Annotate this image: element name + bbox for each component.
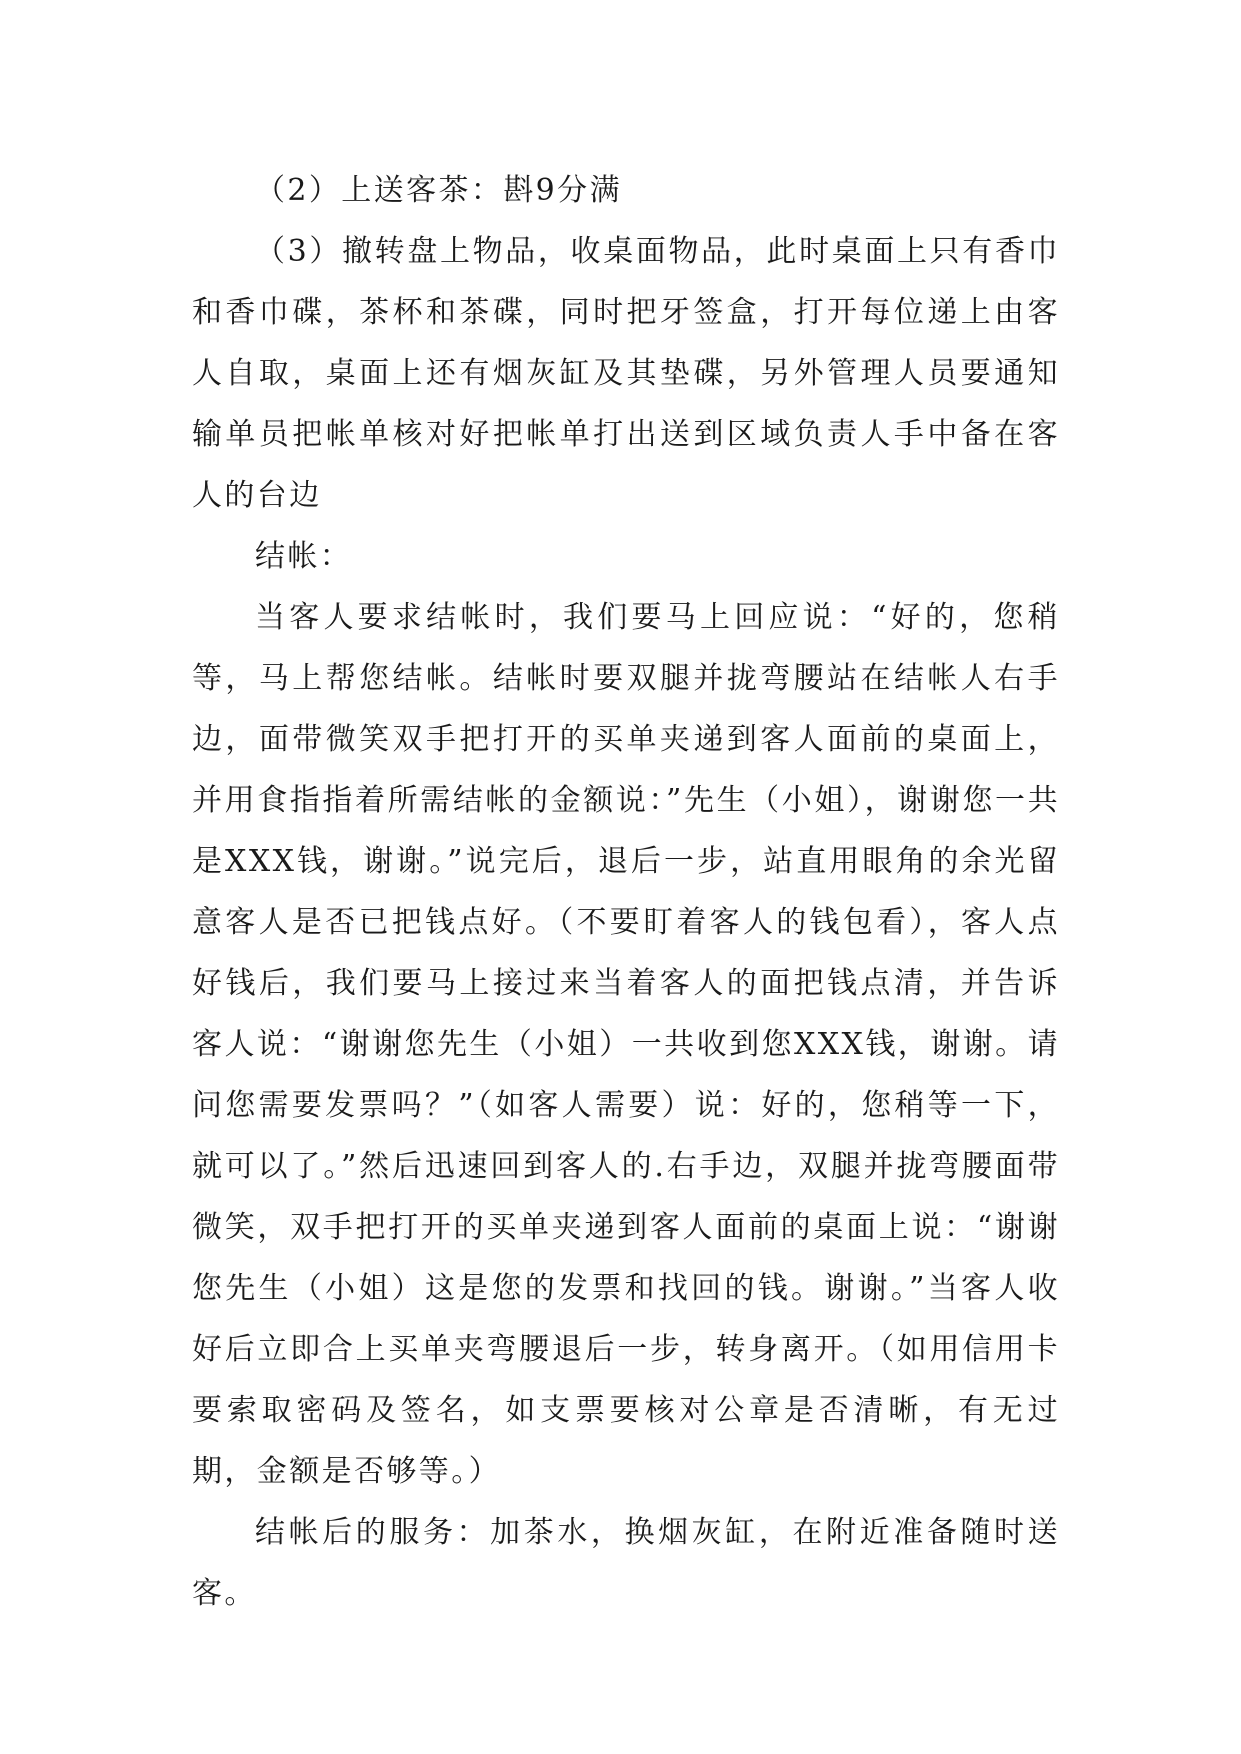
paragraph-clear-table: （3）撤转盘上物品，收桌面物品，此时桌面上只有香巾和香巾碟，茶杯和茶碟，同时把牙签盒，打开每位递上由客人自取，桌面上还有烟灰缸及其垫碟，另外管理人员要通知输单员把帐单核对好把帐单打出送到区域负责人手中备在客人的台边 (192, 234, 1060, 513)
paragraph-after-checkout-service: 结帐后的服务：加茶水，换烟灰缸，在附近准备随时送客。 (192, 1515, 1060, 1611)
paragraph-checkout-procedure: 当客人要求结帐时，我们要马上回应说：“好的，您稍等，马上帮您结帐。结帐时要双腿并拢弯腰站在结帐人右手边，面带微笑双手把打开的买单夹递到客人面前的桌面上，并用食指指着所需结帐的金额说：”先生（小姐），谢谢您一共是XXX钱，谢谢。”说完后，退后一步，站直用眼角的余光留意客人是否已把钱点好。（不要盯着客人的钱包看），客人点好钱后，我们要马上接过来当着客人的面把钱点清，并告诉客人说：“谢谢您先生（小姐）一共收到您XXX钱，谢谢。请问您需要发票吗？”（如客人需要）说：好的，您稍等一下，就可以了。”然后迅速回到客人的.右手边，双腿并拢弯腰面带微笑，双手把打开的买单夹递到客人面前的桌面上说：“谢谢您先生（小姐）这是您的发票和找回的钱。谢谢。”当客人收好后立即合上买单夹弯腰退后一步，转身离开。（如用信用卡要索取密码及签名，如支票要核对公章是否清晰，有无过期，金额是否够等。） (192, 600, 1060, 1489)
document-body (192, 160, 1060, 1624)
section-heading-checkout: 结帐： (255, 539, 353, 574)
paragraph-serve-tea: （2）上送客茶：斟9分满 (255, 173, 622, 208)
